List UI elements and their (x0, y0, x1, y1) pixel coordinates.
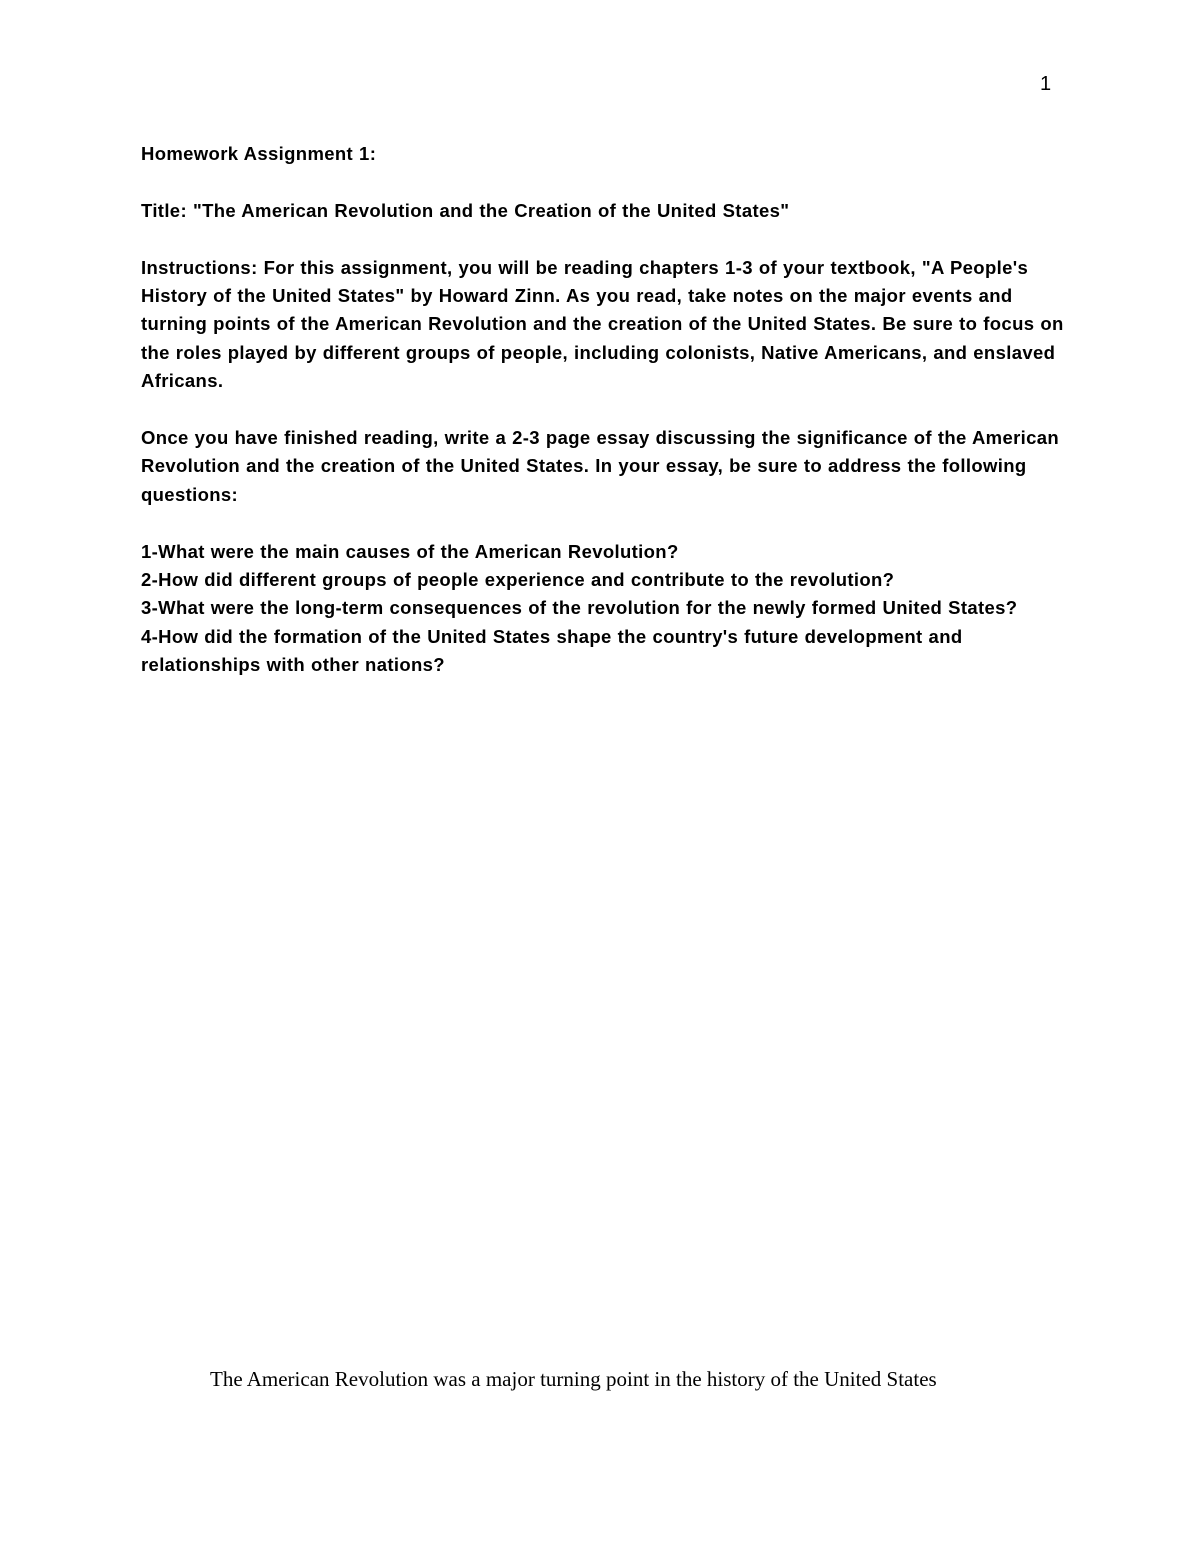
question-list (141, 538, 1066, 680)
page-number: 1 (1040, 73, 1052, 95)
footer-text: The American Revolution was a major turning point in the history of the United States (210, 1367, 937, 1391)
question-item-4: 4-How did the formation of the United States shape the country's future development and relationships with other nations? (141, 625, 963, 676)
question-item-1: 1-What were the main causes of the American Revolution? (141, 540, 679, 562)
question-item-3: 3-What were the long-term consequences of the revolution for the newly formed United States? (141, 597, 1018, 619)
assignment-heading: Homework Assignment 1: (141, 143, 377, 164)
question-item-2: 2-How did different groups of people experience and contribute to the revolution? (141, 569, 895, 591)
assignment-title: Title: "The American Revolution and the Creation of the United States" (141, 199, 790, 221)
assignment-body (141, 140, 1066, 680)
instructions-paragraph: Instructions: For this assignment, you will be reading chapters 1-3 of your textbook, "A People's History of the United States" by Howard Zinn. As you read, take notes on the major events and turning points of the American Revolution and the creation of the United States. Be sure to focus on the roles played by different groups of people, including colonists, Native Americans, and enslaved Africans. (141, 256, 1064, 392)
essay-prompt-paragraph: Once you have finished reading, write a 2-3 page essay discussing the significance of the American Revolution and the creation of the United States. In your essay, be sure to address the following questions: (141, 427, 1060, 505)
